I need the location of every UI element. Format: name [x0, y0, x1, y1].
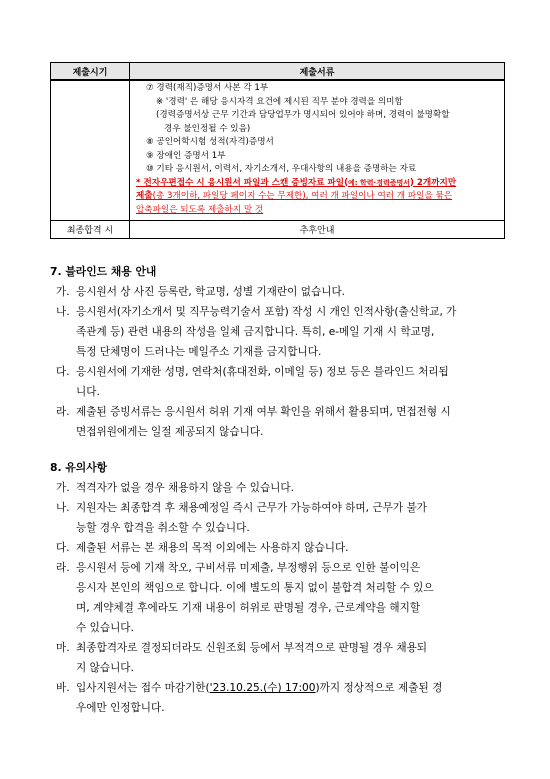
list-item [50, 498, 510, 538]
item-line: 응시원서 상 사진 등록란, 학교명, 성별 기재란이 없습니다. [76, 286, 346, 298]
deadline-suffix: )까지 정상적으로 제출된 경 [315, 682, 443, 694]
item-line: 지원자는 최종합격 후 채용예정일 즉시 근무가 가능하여야 하며, 근무가 불가 [76, 502, 427, 514]
email-notice-example: 예: 학력·경력증명서 [348, 178, 411, 187]
list-item [50, 638, 510, 678]
item-line: 며, 계약체결 후에라도 기재 내용이 허위로 판명될 경우, 근로계약을 해지할 [76, 602, 421, 614]
doc-note-career-detail-2: 경우 불인정될 수 있음) [164, 123, 251, 134]
deadline-date: '23.10.25.(수) 17:00 [209, 682, 316, 694]
deadline-line2: 우에만 인정합니다. [76, 702, 165, 714]
doc-item-disability: ⑨ 장애인 증명서 1부 [146, 150, 226, 161]
table-row-final [51, 221, 505, 239]
section-title: 7. 블라인드 채용 안내 [50, 265, 157, 278]
final-pass-value: 추후안내 [130, 221, 505, 239]
item-line: 제출된 증빙서류는 응시원서 허위 기재 여부 확인을 위해서 활용되며, 면접전형 시 [76, 406, 451, 418]
item-line: 응시원서 등에 기재 착오, 구비서류 미제출, 부정행위 등으로 인한 불이익은 [76, 562, 421, 574]
item-mark: 가. [56, 286, 70, 298]
section-title: 8. 유의사항 [50, 461, 108, 474]
doc-item-career: ⑦ 경력(재직)증명서 사본 각 1부 [146, 83, 269, 93]
item-text [76, 302, 510, 362]
email-notice-part1: * 전자우편접수 시 응시원서 파일과 스캔 증빙자료 파일( [136, 177, 349, 188]
item-mark: 다. [56, 366, 70, 378]
item-line: 지 않습니다. [76, 662, 134, 674]
email-submission-notice-3: 압축파일은 되도록 제출하지 말 것 [136, 204, 264, 215]
section-precautions [50, 458, 510, 718]
table-row [51, 80, 505, 221]
item-text [76, 498, 510, 538]
item-line: 제출된 서류는 본 채용의 목적 이외에는 사용하지 않습니다. [76, 542, 349, 554]
table-header-row [51, 63, 505, 81]
item-line: 특정 단체명이 드러나는 메일주소 기재를 금지합니다. [76, 346, 322, 358]
item-text [76, 558, 510, 638]
item-line: 응시자 본인의 책임으로 합니다. 이에 별도의 통지 없이 불합격 처리할 수 있으 [76, 582, 434, 594]
item-text [76, 538, 510, 558]
item-mark: 나. [56, 306, 70, 318]
item-line: 면접위원에게는 일절 제공되지 않습니다. [76, 426, 264, 438]
section-items [50, 282, 510, 442]
email-notice-limit: (총 3개이하, 파일당 페이지 수는 무제한), 여러 개 파일이나 여러 개 파일을 묶은 [152, 191, 453, 201]
list-item [50, 678, 510, 718]
item-mark: 라. [56, 562, 70, 574]
item-line: 적격자가 없을 경우 채용하지 않을 수 있습니다. [76, 482, 295, 494]
item-text [76, 678, 510, 718]
item-mark: 마. [56, 642, 70, 654]
item-line: 수 있습니다. [76, 622, 134, 634]
item-mark: 나. [56, 502, 70, 514]
documents-table [50, 62, 505, 239]
list-item [50, 478, 510, 498]
item-line: 족관계 등) 관련 내용의 작성을 일체 금지합니다. 특히, e-메일 기재 시 학교명, [76, 326, 435, 338]
item-text [76, 362, 510, 402]
doc-item-language: ⑧ 공인어학시험 성적(자격)증명서 [146, 137, 274, 147]
deadline-prefix: 입사지원서는 접수 마감기한( [76, 682, 210, 694]
item-line: 응시원서에 기재한 성명, 연락처(휴대전화, 이메일 등) 정보 등은 블라인드 처리됩 [76, 366, 449, 378]
list-item [50, 362, 510, 402]
empty-time-cell [51, 80, 130, 221]
header-submission-time: 제출시기 [51, 63, 130, 81]
section-blind-hiring [50, 262, 510, 442]
item-text [76, 282, 510, 302]
header-submission-docs: 제출서류 [130, 63, 505, 81]
item-text [76, 638, 510, 678]
doc-note-career: ※ '경력' 은 해당 응시자격 요건에 제시된 직무 분야 경력을 의미함 [156, 96, 403, 107]
doc-note-career-detail: (경력증명서상 근무 기간과 담당업무가 명시되어 있어야 하며, 경력이 불명확할 [156, 110, 450, 120]
list-item [50, 282, 510, 302]
section-items [50, 478, 510, 678]
item-mark: 다. [56, 542, 70, 554]
item-text [76, 402, 510, 442]
item-line: 응시원서(자기소개서 및 직무능력기술서 포함) 작성 시 개인 인적사항(출신학교, 가 [76, 306, 457, 318]
list-item [50, 402, 510, 442]
email-notice-submit: 제출 [136, 191, 153, 201]
email-submission-notice [136, 177, 500, 191]
email-submission-notice-2 [136, 190, 500, 204]
doc-item-other: ⑩ 기타 응시원서, 이력서, 자기소개서, 우대사항의 내용을 증명하는 자료 [146, 164, 417, 174]
item-text [76, 478, 510, 498]
list-item [50, 538, 510, 558]
list-item [50, 302, 510, 362]
list-item [50, 558, 510, 638]
email-notice-part2: ) 2개까지만 [410, 177, 457, 188]
item-line: 최종합격자로 결정되더라도 신원조회 등에서 부적격으로 판명될 경우 채용되 [76, 642, 428, 654]
item-line: 니다. [76, 386, 100, 398]
item-mark: 가. [56, 482, 70, 494]
final-pass-label: 최종합격 시 [51, 221, 130, 239]
item-mark: 라. [56, 406, 70, 418]
docs-list-cell [130, 80, 505, 221]
item-line: 능할 경우 합격을 취소할 수 있습니다. [76, 522, 250, 534]
item-mark: 바. [56, 682, 70, 694]
